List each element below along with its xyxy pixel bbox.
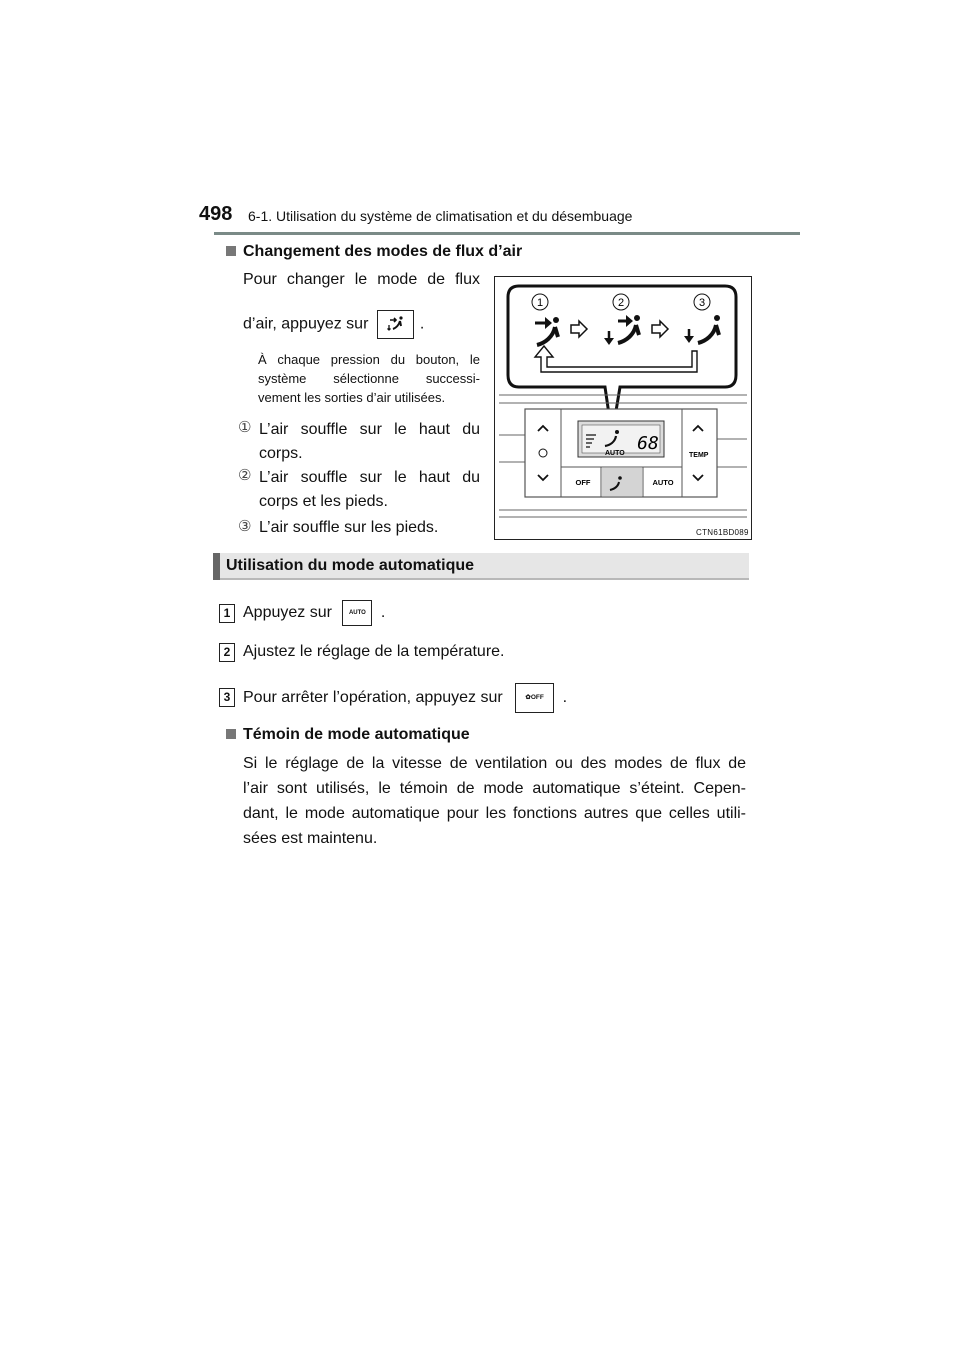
step-3-before: Pour arrêter l’opération, appuyez sur [243,689,503,707]
step-3-after: . [562,689,568,707]
display-temperature: 68 [637,433,659,454]
item-1-marker: ① [238,418,252,436]
airflow-note-3: vement les sorties d’air utilisées. [258,390,446,405]
square-bullet-icon [226,246,236,256]
item-2-marker: ② [238,466,252,484]
auto-button-icon: AUTO [342,600,372,626]
callout-marker-3: 3 [698,297,706,309]
step-2-text: Ajustez le réglage de la température. [243,643,505,660]
off-button-icon-label: OFF [530,694,544,701]
indicator-heading [226,726,470,744]
display-auto: AUTO [605,450,625,457]
off-button-icon: ✿OFF [515,683,554,713]
item-1-line2: corps. [259,445,303,462]
step-3-text [243,683,567,713]
item-1-line1: L’air souffle sur le haut du [259,421,480,438]
step-1-after: . [380,604,386,621]
airflow-heading-text: Changement des modes de flux d’air [243,243,523,260]
indicator-line-2: l’air sont utilisés, le témoin de mode automatique s’éteint. Cepen- [243,780,746,797]
airflow-note-1: À chaque pression du bouton, le [258,352,480,367]
section-bar-edge [213,553,220,580]
item-3-line1: L’air souffle sur les pieds. [259,519,439,536]
auto-button-label: AUTO [652,478,674,487]
step-2-number: 2 [219,643,235,662]
airflow-intro-line1: Pour changer le mode de flux [243,271,480,288]
indicator-heading-text: Témoin de mode automatique [243,726,470,743]
airflow-intro-period: . [419,315,425,333]
item-2-line1: L’air souffle sur le haut du [259,469,480,486]
auto-section-bar [213,553,749,580]
airflow-intro-line2 [243,310,424,339]
section-title: 6-1. Utilisation du système de climatisation et du désembuage [248,208,633,224]
climate-panel-figure [494,276,752,540]
step-3-number: 3 [219,688,235,707]
airflow-intro-text: d’air, appuyez sur [243,315,369,333]
page-number: 498 [199,203,233,225]
item-2-line2: corps et les pieds. [259,493,388,510]
indicator-line-1: Si le réglage de la vitesse de ventilation ou des modes de flux de [243,755,746,772]
figure-code: CTN61BD089 [696,528,749,537]
indicator-line-4: sées est maintenu. [243,830,378,847]
step-1-before: Appuyez sur [243,604,332,621]
airflow-note-2: système sélectionne successi- [258,371,480,386]
climate-panel-illustration [495,277,751,539]
header-rule [214,232,800,235]
item-3-marker: ③ [238,517,252,535]
airflow-heading [226,243,522,261]
indicator-line-3: dant, le mode automatique pour les fonctions autres que celles utili- [243,805,746,822]
square-bullet-icon [226,729,236,739]
step-1-text [243,599,385,626]
callout-marker-2: 2 [617,297,625,309]
callout-marker-1: 1 [536,297,544,309]
step-1-number: 1 [219,604,235,623]
auto-section-heading: Utilisation du mode automatique [226,557,475,574]
airflow-mode-button-icon [377,310,414,339]
off-button-label: OFF [575,478,591,487]
temp-label: TEMP [689,452,709,459]
